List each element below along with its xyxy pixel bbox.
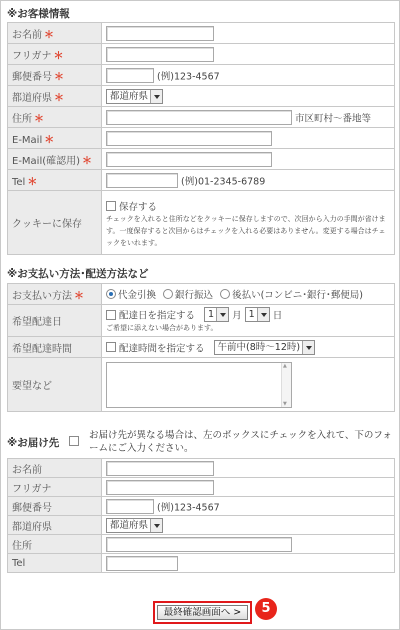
delivery-header <box>7 429 395 457</box>
name-input[interactable] <box>106 26 214 41</box>
required-mark: ＊ <box>53 50 64 62</box>
scrollbar[interactable] <box>281 363 291 407</box>
payment-bank-label: 銀行振込 <box>175 290 214 301</box>
chevron-down-icon <box>150 90 162 103</box>
address-input[interactable] <box>106 110 292 125</box>
cookie-checkbox[interactable] <box>106 201 116 211</box>
pref-select[interactable]: 都道府県 <box>106 89 163 104</box>
payment-section-title: ※お支払い方法･配送方法など <box>7 268 149 280</box>
required-mark: ＊ <box>74 290 84 302</box>
required-mark: ＊ <box>27 176 38 188</box>
delivery-zip-input[interactable] <box>106 499 154 514</box>
confirm-button-highlight <box>153 601 252 624</box>
day-select[interactable]: 1 <box>245 307 270 322</box>
email-confirm-input[interactable] <box>106 152 272 167</box>
customer-section-title: ※お客様情報 <box>7 8 70 20</box>
zip-input[interactable] <box>106 68 154 83</box>
tel-input[interactable] <box>106 173 178 188</box>
delivery-pref-label: 都道府県 <box>8 516 102 535</box>
required-mark: ＊ <box>54 71 64 83</box>
required-mark: ＊ <box>54 92 64 104</box>
day-unit: 日 <box>272 310 283 322</box>
kana-input[interactable] <box>106 47 214 62</box>
delivery-form-table <box>7 458 395 573</box>
payment-bank-radio[interactable] <box>163 289 173 299</box>
chevron-down-icon <box>216 308 228 321</box>
cookie-checkbox-label: 保存する <box>119 201 158 213</box>
delivery-time-checkbox[interactable] <box>106 342 116 352</box>
name-label: お名前 ＊ <box>8 23 102 44</box>
chevron-down-icon <box>302 341 314 354</box>
step-number-badge: 5 <box>255 598 277 620</box>
pref-label: 都道府県 ＊ <box>8 86 102 107</box>
tel-hint: (例)01-2345-6789 <box>181 176 266 187</box>
delivery-time-checkbox-label: 配達時間を指定する <box>119 343 205 354</box>
chevron-down-icon <box>257 308 269 321</box>
delivery-date-checkbox[interactable] <box>106 310 116 320</box>
notes-label: 要望など <box>8 358 102 412</box>
month-select[interactable]: 1 <box>204 307 229 322</box>
zip-label: 郵便番号 ＊ <box>8 65 102 86</box>
address-label: 住所 ＊ <box>8 107 102 128</box>
required-mark: ＊ <box>44 29 54 41</box>
kana-label: フリガナ ＊ <box>8 44 102 65</box>
required-mark: ＊ <box>44 134 55 146</box>
payment-form-table <box>7 283 395 412</box>
delivery-time-select[interactable]: 午前中(8時～12時) <box>214 340 316 355</box>
delivery-tel-input[interactable] <box>106 556 178 571</box>
zip-hint: (例)123-4567 <box>157 71 220 82</box>
email-input[interactable] <box>106 131 272 146</box>
delivery-time-label: 希望配達時間 <box>8 337 102 358</box>
delivery-date-label: 希望配達日 <box>8 305 102 337</box>
delivery-pref-select[interactable]: 都道府県 <box>106 518 163 533</box>
required-mark: ＊ <box>82 155 93 167</box>
delivery-zip-hint: (例)123-4567 <box>157 502 220 513</box>
delivery-kana-label: フリガナ <box>8 478 102 497</box>
delivery-name-input[interactable] <box>106 461 214 476</box>
delivery-note: お届け先が異なる場合は、左のボックスにチェックを入れて、下のフォームにご入力ください。 <box>89 430 392 454</box>
tel-label: Tel ＊ <box>8 170 102 191</box>
cookie-label: クッキーに保存 <box>8 191 102 255</box>
delivery-address-input[interactable] <box>106 537 292 552</box>
payment-deferred-radio[interactable] <box>220 289 230 299</box>
required-mark: ＊ <box>34 113 44 125</box>
payment-deferred-label: 後払い(コンビニ･銀行･郵便局) <box>232 290 364 301</box>
delivery-zip-label: 郵便番号 <box>8 497 102 516</box>
customer-form-table <box>7 22 395 255</box>
delivery-date-checkbox-label: 配達日を指定する <box>119 310 196 322</box>
payment-cod-radio[interactable] <box>106 289 116 299</box>
notes-textarea[interactable] <box>106 362 292 408</box>
cookie-note: チェックを入れると住所などをクッキーに保存しますので、次回から入力の手間が省けます。一度保存すると次回からはチェックを入れる必要はありません。変更する場合はチェックをいれます。 <box>106 214 386 247</box>
delivery-name-label: お名前 <box>8 459 102 478</box>
chevron-down-icon <box>150 519 162 532</box>
address-hint: 市区町村～番地等 <box>295 113 372 124</box>
email-confirm-label: E-Mail(確認用) ＊ <box>8 149 102 170</box>
payment-method-label: お支払い方法 ＊ <box>8 284 102 305</box>
delivery-address-label: 住所 <box>8 535 102 554</box>
delivery-section-title: ※お届け先 <box>7 437 60 449</box>
month-unit: 月 <box>232 310 242 322</box>
delivery-kana-input[interactable] <box>106 480 214 495</box>
email-label: E-Mail ＊ <box>8 128 102 149</box>
delivery-date-note: ご希望に添えない場合があります。 <box>106 324 218 332</box>
confirm-button[interactable]: 最終確認画面へ > <box>157 605 248 620</box>
delivery-different-checkbox[interactable] <box>69 436 79 446</box>
delivery-tel-label: Tel <box>8 554 102 573</box>
payment-cod-label: 代金引換 <box>118 290 157 301</box>
